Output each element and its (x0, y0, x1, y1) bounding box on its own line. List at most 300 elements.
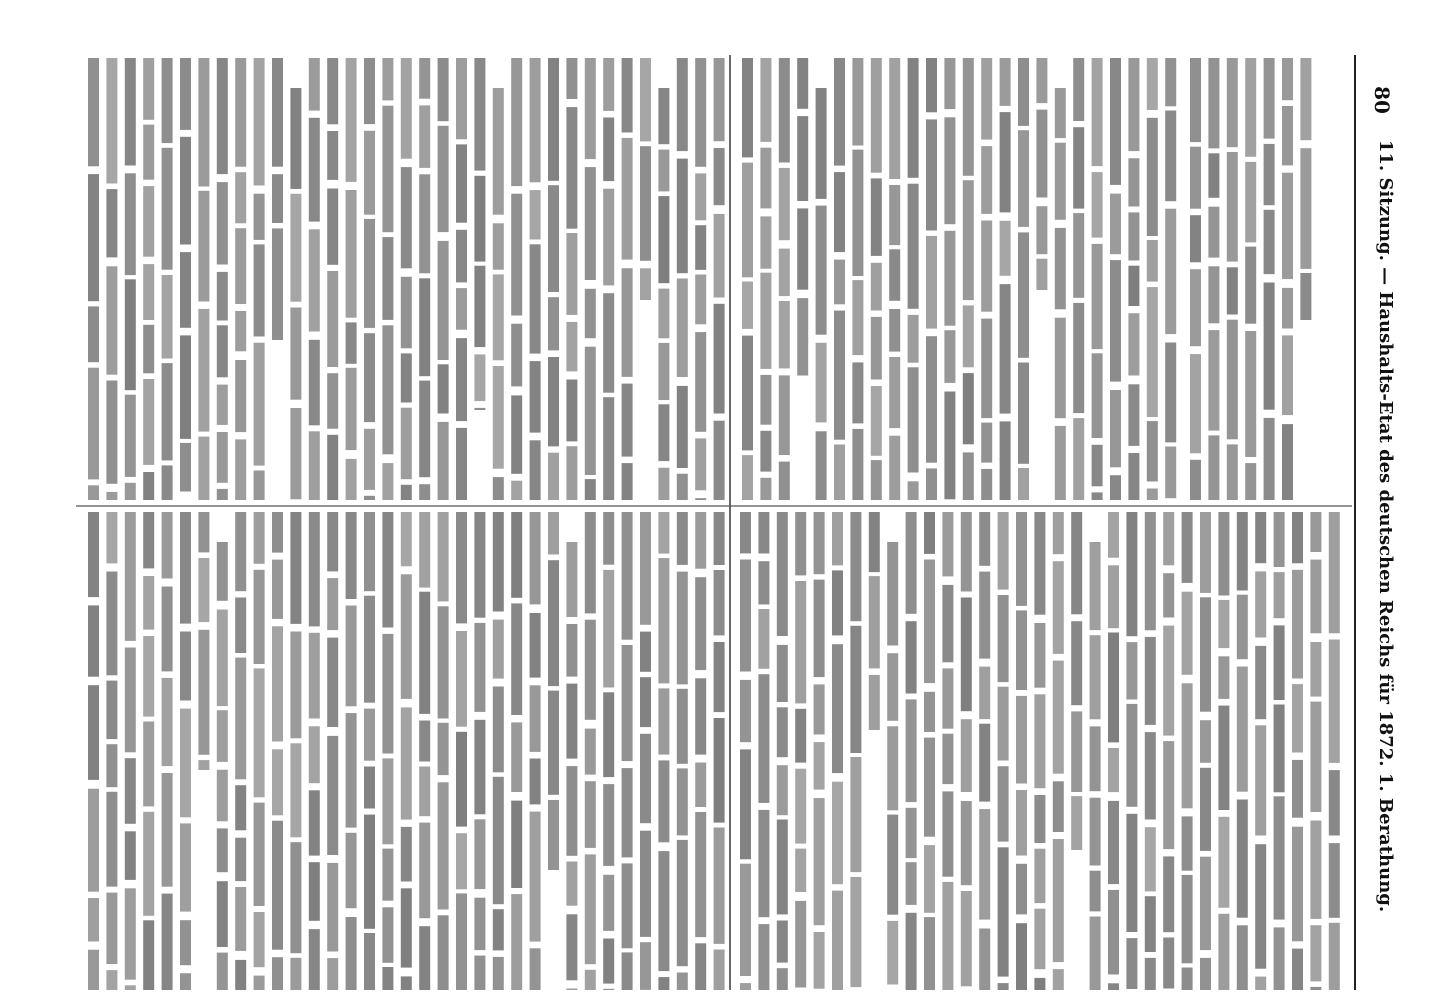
text-line (1200, 958, 1211, 990)
text-line (143, 812, 154, 916)
text-line (852, 150, 863, 276)
text-line (871, 178, 882, 256)
text-line (603, 570, 614, 688)
text-line (290, 842, 301, 953)
text-line (695, 763, 706, 808)
text-line (309, 633, 320, 719)
text-line (603, 58, 614, 111)
text-line (419, 381, 430, 478)
text-line (272, 626, 283, 741)
text-line (1190, 460, 1201, 500)
text-line (530, 190, 541, 239)
text-line (603, 989, 614, 990)
text-line (1163, 938, 1174, 989)
text-line (714, 512, 725, 565)
text-line (88, 789, 99, 892)
text-line (640, 942, 651, 990)
text-line (942, 668, 953, 728)
text-line (714, 214, 725, 298)
running-title: 11. Sitzung. — Haushalts-Etat des deutschen Reichs für 1872. 1. Berathung. (1375, 139, 1396, 913)
text-line (1128, 384, 1139, 446)
text-line (887, 542, 898, 646)
text-line (1108, 512, 1119, 558)
text-line (603, 939, 614, 984)
text-line (585, 781, 596, 848)
text-line (511, 481, 522, 500)
text-line (979, 809, 990, 920)
text-line (1310, 642, 1321, 697)
text-line (1092, 172, 1103, 238)
text-line (254, 976, 265, 990)
text-line (740, 864, 751, 976)
text-line (1282, 424, 1293, 500)
text-line (327, 373, 338, 429)
text-line (217, 770, 228, 822)
text-line (530, 759, 541, 805)
text-line (1282, 288, 1293, 329)
text-line (309, 929, 320, 990)
text-line (456, 230, 467, 283)
text-line (1126, 704, 1137, 807)
text-line (816, 431, 827, 500)
text-line (779, 375, 790, 455)
text-line (998, 983, 1009, 990)
text-line (1255, 977, 1266, 990)
text-line (143, 58, 154, 120)
text-line (456, 58, 467, 139)
text-line (474, 176, 485, 262)
text-line (850, 877, 861, 987)
text-line (677, 840, 688, 966)
text-line (961, 891, 972, 986)
text-line (760, 375, 771, 425)
text-line (290, 512, 301, 624)
text-line (1163, 741, 1174, 849)
text-line (309, 512, 320, 626)
text-line (1218, 512, 1229, 596)
text-line (814, 742, 825, 790)
text-line (814, 932, 825, 989)
text-line (419, 278, 430, 376)
text-line (548, 357, 559, 446)
text-line (217, 828, 228, 872)
text-line (511, 194, 522, 316)
text-line (1200, 597, 1211, 711)
text-line (740, 512, 751, 553)
text-line (658, 688, 669, 754)
text-line (235, 439, 246, 500)
text-line (401, 888, 412, 967)
text-line (926, 119, 937, 230)
text-line (585, 58, 596, 159)
text-line (906, 862, 917, 905)
text-line (871, 460, 882, 500)
text-line (906, 808, 917, 858)
text-line (779, 462, 790, 500)
text-line (714, 828, 725, 944)
text-line (180, 709, 191, 818)
text-line (217, 272, 228, 321)
text-line (1237, 667, 1248, 792)
text-line (1292, 827, 1303, 942)
text-line (456, 512, 467, 623)
text-line (961, 801, 972, 885)
text-line (566, 624, 577, 677)
text-line (162, 465, 173, 500)
text-line (88, 950, 99, 990)
text-line (1264, 210, 1275, 274)
text-line (677, 768, 688, 835)
text-line (908, 184, 919, 309)
text-line (1073, 213, 1084, 298)
text-line (511, 395, 522, 473)
text-line (1110, 475, 1121, 500)
text-line (419, 926, 430, 990)
text-line (106, 512, 117, 563)
text-line (622, 512, 633, 640)
text-line (566, 107, 577, 229)
text-line (125, 888, 136, 979)
text-line (961, 719, 972, 792)
text-line (364, 219, 375, 328)
text-line (585, 167, 596, 280)
text-line (254, 58, 265, 186)
text-line (832, 570, 843, 635)
text-line (603, 293, 614, 393)
text-line (603, 512, 614, 565)
text-line (272, 957, 283, 990)
text-line (106, 381, 117, 484)
text-line (401, 574, 412, 699)
text-line (871, 263, 882, 311)
text-line (640, 734, 651, 823)
text-line (658, 196, 669, 283)
text-line (419, 105, 430, 167)
text-line (906, 699, 917, 802)
text-line (1208, 153, 1219, 198)
text-line (695, 678, 706, 754)
text-line (88, 685, 99, 780)
text-line (88, 605, 99, 676)
text-line (1018, 58, 1029, 126)
text-line (566, 914, 577, 980)
text-line (979, 572, 990, 659)
text-line (887, 921, 898, 985)
text-line (742, 58, 753, 157)
text-line (566, 380, 577, 442)
text-line (1110, 58, 1121, 185)
text-line (942, 512, 953, 576)
text-line (1147, 287, 1158, 417)
text-line (438, 422, 449, 500)
text-line (889, 357, 900, 428)
text-line (548, 560, 559, 686)
text-line (1190, 269, 1201, 346)
text-line (924, 738, 935, 837)
text-line (889, 249, 900, 300)
text-line (309, 431, 320, 500)
text-line (814, 512, 825, 574)
text-line (566, 542, 577, 617)
text-line (217, 610, 228, 707)
text-line (1071, 621, 1082, 705)
running-header (1375, 140, 1396, 912)
text-line (1310, 821, 1321, 919)
text-line (695, 275, 706, 325)
text-line (924, 512, 935, 554)
text-line (640, 146, 651, 261)
page-number-group (1370, 86, 1394, 114)
text-line (942, 882, 953, 990)
text-line (714, 642, 725, 712)
text-line (1255, 646, 1266, 719)
text-line (640, 632, 651, 672)
text-line (382, 237, 393, 320)
text-line (1165, 343, 1176, 443)
text-line (474, 819, 485, 889)
text-line (998, 847, 1009, 976)
text-line (640, 831, 651, 937)
text-line (1073, 58, 1084, 121)
text-line (235, 598, 246, 654)
text-line (143, 576, 154, 630)
text-line (198, 309, 209, 432)
text-line (364, 333, 375, 422)
text-line (1245, 247, 1256, 324)
text-line (1073, 418, 1084, 500)
text-line (566, 862, 577, 906)
text-line (88, 306, 99, 362)
text-line (180, 920, 191, 965)
text-line (979, 512, 990, 566)
text-line (1282, 106, 1293, 165)
text-line (777, 765, 788, 815)
text-line (327, 189, 338, 265)
text-line (622, 645, 633, 761)
text-line (548, 297, 559, 350)
text-line (887, 815, 898, 915)
text-line (1090, 542, 1101, 630)
text-line (585, 479, 596, 500)
text-line (981, 469, 992, 500)
text-line (272, 512, 283, 553)
text-line (1310, 512, 1321, 552)
text-line (88, 368, 99, 480)
text-line (834, 172, 845, 252)
text-line (346, 322, 357, 363)
text-line (346, 368, 357, 450)
text-line (382, 849, 393, 901)
text-line (603, 875, 614, 931)
text-line (511, 324, 522, 387)
text-line (235, 172, 246, 223)
text-line (924, 560, 935, 684)
text-line (143, 920, 154, 990)
text-line (1237, 512, 1248, 591)
text-line (1147, 240, 1158, 282)
text-line (1190, 215, 1201, 262)
text-line (622, 138, 633, 260)
text-line (1208, 330, 1219, 431)
text-line (869, 576, 880, 668)
text-line (1282, 335, 1293, 415)
text-line (566, 446, 577, 500)
text-line (714, 421, 725, 500)
text-line (235, 960, 246, 990)
text-line (1329, 843, 1340, 918)
text-line (272, 174, 283, 223)
text-line (566, 989, 577, 991)
text-line (834, 260, 845, 305)
text-line (1108, 801, 1119, 884)
text-line (714, 718, 725, 823)
text-line (548, 185, 559, 292)
text-line (1190, 147, 1201, 209)
text-line (290, 88, 301, 189)
text-line (622, 463, 633, 500)
text-line (143, 325, 154, 374)
text-line (1053, 839, 1064, 962)
text-line (364, 512, 375, 591)
text-line (926, 336, 937, 463)
text-line (474, 720, 485, 815)
text-line (779, 168, 790, 240)
text-line (548, 453, 559, 500)
text-line (1034, 849, 1045, 903)
text-line (125, 831, 136, 880)
text-line (779, 249, 790, 297)
text-line (695, 943, 706, 990)
text-line (364, 131, 375, 215)
text-line (1016, 790, 1027, 856)
text-line (1128, 313, 1139, 375)
text-line (1227, 58, 1238, 147)
text-line (272, 58, 283, 167)
text-line (474, 58, 485, 171)
text-line (327, 58, 338, 124)
text-line (1090, 635, 1101, 719)
text-line (511, 894, 522, 990)
text-line (106, 266, 117, 374)
text-line (779, 301, 790, 368)
text-line (658, 88, 669, 144)
text-line (1073, 303, 1084, 413)
text-line (1200, 720, 1211, 763)
text-line (1245, 331, 1256, 457)
text-line (493, 274, 504, 360)
text-line (309, 340, 320, 426)
text-line (908, 367, 919, 472)
text-line (566, 233, 577, 315)
text-line (180, 58, 191, 130)
text-line (834, 311, 845, 440)
text-line (143, 722, 154, 807)
text-line (1237, 800, 1248, 918)
text-line (1145, 732, 1156, 819)
text-line (1034, 978, 1045, 990)
text-line (309, 58, 320, 111)
text-line (327, 736, 338, 855)
text-line (850, 626, 861, 753)
text-line (1329, 770, 1340, 835)
text-line (474, 898, 485, 950)
text-line (852, 280, 863, 355)
text-line (658, 760, 669, 842)
text-line (346, 917, 357, 990)
text-line (1000, 421, 1011, 500)
text-line (493, 223, 504, 269)
text-line (382, 907, 393, 963)
text-line (695, 58, 706, 167)
text-line (1092, 244, 1103, 349)
text-line (695, 438, 706, 490)
text-line (272, 749, 283, 815)
text-line (585, 620, 596, 720)
text-line (548, 691, 559, 795)
text-line (1300, 58, 1311, 140)
text-line (456, 338, 467, 421)
text-line (254, 912, 265, 967)
text-line (677, 474, 688, 500)
text-line (382, 634, 393, 754)
text-line (290, 194, 301, 302)
text-line (981, 423, 992, 463)
text-line (1036, 110, 1047, 198)
text-line (438, 512, 449, 601)
text-line (254, 244, 265, 336)
text-line (382, 463, 393, 500)
text-line (548, 800, 559, 870)
text-line (493, 957, 504, 990)
text-line (566, 58, 577, 99)
text-line (1126, 512, 1137, 636)
text-line (1255, 571, 1266, 637)
text-line (1165, 111, 1176, 202)
text-line (290, 308, 301, 400)
text-line (217, 385, 228, 425)
text-line (963, 373, 974, 444)
text-line (832, 782, 843, 885)
text-line (1264, 144, 1275, 205)
text-line (162, 894, 173, 990)
text-line (758, 674, 769, 803)
text-line (814, 798, 825, 925)
text-line (740, 749, 751, 859)
text-line (382, 325, 393, 454)
text-line (1227, 320, 1238, 440)
text-line (180, 252, 191, 328)
text-line (1108, 983, 1119, 990)
text-line (106, 189, 117, 257)
text-line (125, 58, 136, 166)
text-line (1053, 561, 1064, 654)
text-line (1092, 492, 1103, 500)
text-line (1128, 453, 1139, 500)
text-line (106, 572, 117, 676)
text-line (777, 707, 788, 757)
text-line (797, 58, 808, 109)
text-line (1245, 463, 1256, 500)
text-line (1255, 725, 1266, 835)
text-line (346, 713, 357, 828)
text-line (640, 512, 651, 625)
text-line (401, 167, 412, 268)
text-line (1165, 447, 1176, 499)
text-line (714, 148, 725, 205)
text-line (926, 58, 937, 112)
text-line (889, 58, 900, 179)
text-line (1110, 390, 1121, 467)
